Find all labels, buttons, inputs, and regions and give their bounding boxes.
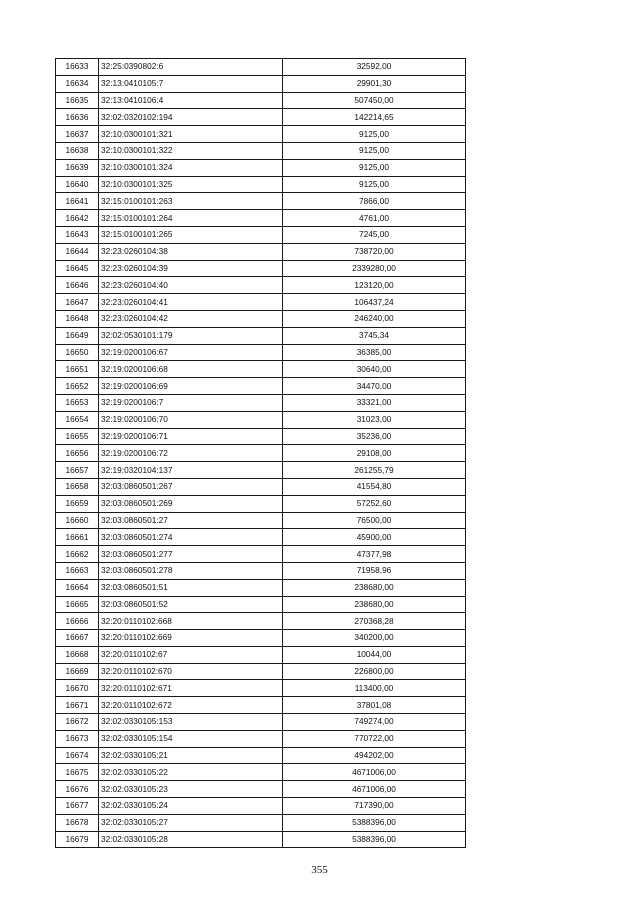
table-row: [56, 310, 466, 327]
value-cell: 749274,00: [283, 714, 466, 731]
value-cell: 10044,00: [283, 646, 466, 663]
table-row: [56, 59, 466, 76]
value-cell: 226800,00: [283, 663, 466, 680]
table-row: [56, 478, 466, 495]
value-cell: 5388396,00: [283, 814, 466, 831]
row-number-cell: 16637: [56, 126, 99, 143]
table-body: [56, 59, 466, 848]
cadastral-number-cell: 32:20:0110102:67: [99, 646, 283, 663]
cadastral-number-cell: 32:02:0330105:22: [99, 764, 283, 781]
row-number-cell: 16668: [56, 646, 99, 663]
table-row: [56, 814, 466, 831]
value-cell: 47377,98: [283, 546, 466, 563]
cadastral-number-cell: 32:19:0200106:68: [99, 361, 283, 378]
table-row: [56, 142, 466, 159]
table-row: [56, 512, 466, 529]
table-row: [56, 764, 466, 781]
table-row: [56, 663, 466, 680]
cadastral-number-cell: 32:19:0200106:67: [99, 344, 283, 361]
cadastral-number-cell: 32:02:0330105:24: [99, 798, 283, 815]
value-cell: 113400,00: [283, 680, 466, 697]
table-row: [56, 226, 466, 243]
table-row: [56, 714, 466, 731]
value-cell: 45900,00: [283, 529, 466, 546]
table-row: [56, 361, 466, 378]
value-cell: 41554,80: [283, 478, 466, 495]
value-cell: 31023,00: [283, 411, 466, 428]
cadastral-number-cell: 32:03:0860501:267: [99, 478, 283, 495]
table-row: [56, 831, 466, 848]
table-row: [56, 495, 466, 512]
table-row: [56, 210, 466, 227]
row-number-cell: 16633: [56, 59, 99, 76]
row-number-cell: 16669: [56, 663, 99, 680]
table-row: [56, 562, 466, 579]
cadastral-number-cell: 32:19:0200106:7: [99, 394, 283, 411]
value-cell: 4671006,00: [283, 764, 466, 781]
table-row: [56, 411, 466, 428]
row-number-cell: 16678: [56, 814, 99, 831]
cadastral-number-cell: 32:19:0200106:69: [99, 378, 283, 395]
cadastral-number-cell: 32:15:0100101:264: [99, 210, 283, 227]
cadastral-number-cell: 32:20:0110102:671: [99, 680, 283, 697]
row-number-cell: 16639: [56, 159, 99, 176]
cadastral-number-cell: 32:02:0330105:153: [99, 714, 283, 731]
row-number-cell: 16648: [56, 310, 99, 327]
value-cell: 2339280,00: [283, 260, 466, 277]
value-cell: 494202,00: [283, 747, 466, 764]
value-cell: 3745,34: [283, 327, 466, 344]
value-cell: 9125,00: [283, 142, 466, 159]
cadastral-number-cell: 32:10:0300101:322: [99, 142, 283, 159]
cadastral-number-cell: 32:23:0260104:38: [99, 243, 283, 260]
table-row: [56, 428, 466, 445]
cadastral-number-cell: 32:15:0100101:263: [99, 193, 283, 210]
row-number-cell: 16638: [56, 142, 99, 159]
cadastral-number-cell: 32:02:0320102:194: [99, 109, 283, 126]
value-cell: 57252,60: [283, 495, 466, 512]
row-number-cell: 16677: [56, 798, 99, 815]
cadastral-number-cell: 32:15:0100101:265: [99, 226, 283, 243]
table-row: [56, 176, 466, 193]
row-number-cell: 16658: [56, 478, 99, 495]
table-row: [56, 126, 466, 143]
cadastral-value-table: [55, 58, 466, 848]
cadastral-number-cell: 32:25:0390802:6: [99, 59, 283, 76]
row-number-cell: 16635: [56, 92, 99, 109]
cadastral-number-cell: 32:20:0110102:668: [99, 613, 283, 630]
cadastral-number-cell: 32:03:0860501:277: [99, 546, 283, 563]
value-cell: 770722,00: [283, 730, 466, 747]
cadastral-number-cell: 32:23:0260104:39: [99, 260, 283, 277]
table-row: [56, 243, 466, 260]
table-row: [56, 109, 466, 126]
value-cell: 270368,28: [283, 613, 466, 630]
value-cell: 34470,00: [283, 378, 466, 395]
cadastral-number-cell: 32:23:0260104:40: [99, 277, 283, 294]
cadastral-number-cell: 32:02:0530101:179: [99, 327, 283, 344]
cadastral-number-cell: 32:03:0860501:27: [99, 512, 283, 529]
cadastral-number-cell: 32:03:0860501:278: [99, 562, 283, 579]
value-cell: 35236,00: [283, 428, 466, 445]
row-number-cell: 16643: [56, 226, 99, 243]
value-cell: 32592,00: [283, 59, 466, 76]
table-row: [56, 630, 466, 647]
row-number-cell: 16660: [56, 512, 99, 529]
value-cell: 261255,79: [283, 462, 466, 479]
row-number-cell: 16654: [56, 411, 99, 428]
value-cell: 142214,65: [283, 109, 466, 126]
row-number-cell: 16679: [56, 831, 99, 848]
cadastral-number-cell: 32:10:0300101:324: [99, 159, 283, 176]
row-number-cell: 16641: [56, 193, 99, 210]
row-number-cell: 16671: [56, 697, 99, 714]
value-cell: 71958,96: [283, 562, 466, 579]
table-row: [56, 579, 466, 596]
cadastral-number-cell: 32:10:0300101:321: [99, 126, 283, 143]
cadastral-number-cell: 32:02:0330105:27: [99, 814, 283, 831]
table-row: [56, 730, 466, 747]
cadastral-number-cell: 32:03:0860501:269: [99, 495, 283, 512]
value-cell: 238680,00: [283, 579, 466, 596]
row-number-cell: 16640: [56, 176, 99, 193]
row-number-cell: 16659: [56, 495, 99, 512]
table-row: [56, 394, 466, 411]
row-number-cell: 16664: [56, 579, 99, 596]
value-cell: 37801,08: [283, 697, 466, 714]
value-cell: 7245,00: [283, 226, 466, 243]
table-row: [56, 613, 466, 630]
cadastral-number-cell: 32:19:0200106:70: [99, 411, 283, 428]
cadastral-number-cell: 32:23:0260104:42: [99, 310, 283, 327]
row-number-cell: 16670: [56, 680, 99, 697]
table-row: [56, 277, 466, 294]
value-cell: 29901,30: [283, 75, 466, 92]
value-cell: 9125,00: [283, 126, 466, 143]
table-row: [56, 697, 466, 714]
cadastral-number-cell: 32:20:0110102:672: [99, 697, 283, 714]
cadastral-number-cell: 32:20:0110102:669: [99, 630, 283, 647]
value-cell: 246240,00: [283, 310, 466, 327]
table-row: [56, 462, 466, 479]
value-cell: 4671006,00: [283, 781, 466, 798]
cadastral-number-cell: 32:03:0860501:274: [99, 529, 283, 546]
value-cell: 76500,00: [283, 512, 466, 529]
table-row: [56, 445, 466, 462]
row-number-cell: 16673: [56, 730, 99, 747]
value-cell: 106437,24: [283, 294, 466, 311]
cadastral-number-cell: 32:03:0860501:52: [99, 596, 283, 613]
table-row: [56, 260, 466, 277]
row-number-cell: 16644: [56, 243, 99, 260]
value-cell: 30640,00: [283, 361, 466, 378]
row-number-cell: 16649: [56, 327, 99, 344]
row-number-cell: 16651: [56, 361, 99, 378]
table-row: [56, 378, 466, 395]
page-number: 355: [311, 864, 328, 876]
cadastral-number-cell: 32:03:0860501:51: [99, 579, 283, 596]
row-number-cell: 16656: [56, 445, 99, 462]
cadastral-number-cell: 32:02:0330105:21: [99, 747, 283, 764]
value-cell: 4761,00: [283, 210, 466, 227]
row-number-cell: 16634: [56, 75, 99, 92]
cadastral-number-cell: 32:20:0110102:670: [99, 663, 283, 680]
row-number-cell: 16642: [56, 210, 99, 227]
table-row: [56, 75, 466, 92]
table-row: [56, 92, 466, 109]
table-row: [56, 680, 466, 697]
row-number-cell: 16663: [56, 562, 99, 579]
table-row: [56, 193, 466, 210]
cadastral-number-cell: 32:23:0260104:41: [99, 294, 283, 311]
row-number-cell: 16676: [56, 781, 99, 798]
value-cell: 36385,00: [283, 344, 466, 361]
value-cell: 717390,00: [283, 798, 466, 815]
value-cell: 9125,00: [283, 159, 466, 176]
table-row: [56, 344, 466, 361]
row-number-cell: 16655: [56, 428, 99, 445]
row-number-cell: 16667: [56, 630, 99, 647]
cadastral-number-cell: 32:19:0320104:137: [99, 462, 283, 479]
table-row: [56, 781, 466, 798]
cadastral-number-cell: 32:02:0330105:23: [99, 781, 283, 798]
row-number-cell: 16650: [56, 344, 99, 361]
cadastral-number-cell: 32:13:0410106:4: [99, 92, 283, 109]
table-row: [56, 798, 466, 815]
table-row: [56, 294, 466, 311]
value-cell: 9125,00: [283, 176, 466, 193]
table-row: [56, 596, 466, 613]
row-number-cell: 16672: [56, 714, 99, 731]
table-row: [56, 546, 466, 563]
table-row: [56, 646, 466, 663]
row-number-cell: 16653: [56, 394, 99, 411]
row-number-cell: 16646: [56, 277, 99, 294]
cadastral-number-cell: 32:13:0410105:7: [99, 75, 283, 92]
row-number-cell: 16647: [56, 294, 99, 311]
cadastral-number-cell: 32:02:0330105:154: [99, 730, 283, 747]
row-number-cell: 16674: [56, 747, 99, 764]
row-number-cell: 16645: [56, 260, 99, 277]
table-row: [56, 327, 466, 344]
value-cell: 33321,00: [283, 394, 466, 411]
cadastral-number-cell: 32:19:0200106:71: [99, 428, 283, 445]
row-number-cell: 16661: [56, 529, 99, 546]
value-cell: 738720,00: [283, 243, 466, 260]
cadastral-number-cell: 32:02:0330105:28: [99, 831, 283, 848]
row-number-cell: 16665: [56, 596, 99, 613]
row-number-cell: 16666: [56, 613, 99, 630]
value-cell: 5388396,00: [283, 831, 466, 848]
value-cell: 238680,00: [283, 596, 466, 613]
value-cell: 340200,00: [283, 630, 466, 647]
table-row: [56, 529, 466, 546]
value-cell: 7866,00: [283, 193, 466, 210]
value-cell: 507450,00: [283, 92, 466, 109]
row-number-cell: 16657: [56, 462, 99, 479]
value-cell: 29108,00: [283, 445, 466, 462]
row-number-cell: 16675: [56, 764, 99, 781]
cadastral-number-cell: 32:19:0200106:72: [99, 445, 283, 462]
row-number-cell: 16662: [56, 546, 99, 563]
row-number-cell: 16636: [56, 109, 99, 126]
value-cell: 123120,00: [283, 277, 466, 294]
row-number-cell: 16652: [56, 378, 99, 395]
table-row: [56, 747, 466, 764]
table-row: [56, 159, 466, 176]
cadastral-number-cell: 32:10:0300101:325: [99, 176, 283, 193]
